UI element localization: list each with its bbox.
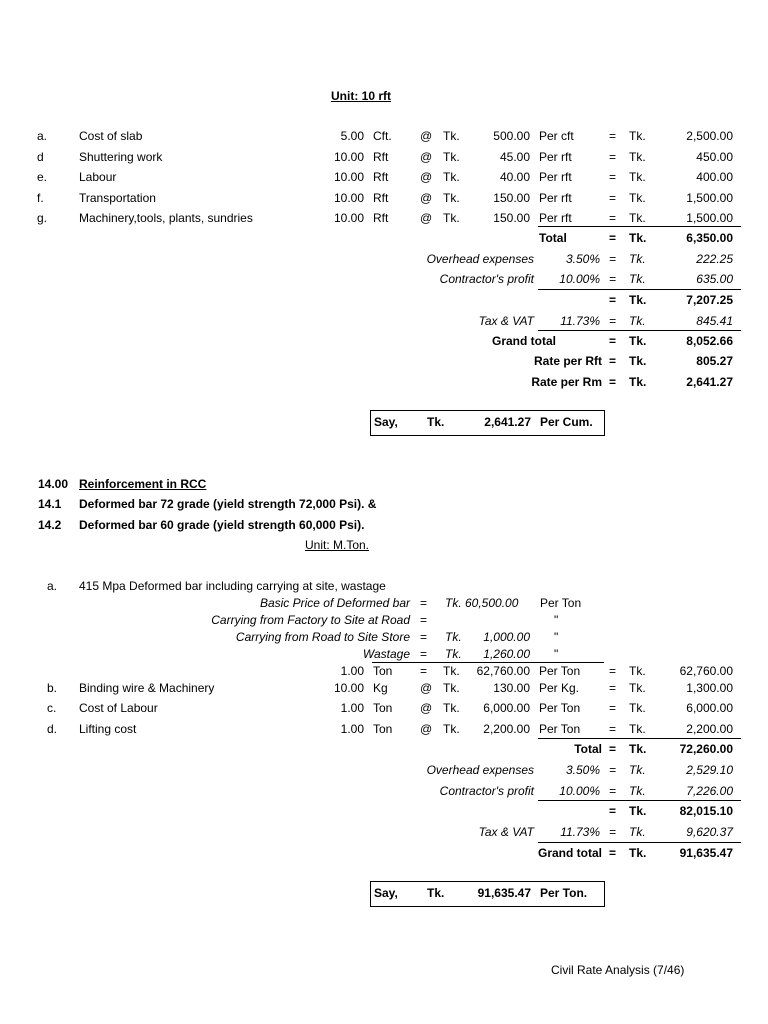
row-desc: Cost of Labour — [79, 701, 158, 715]
tax-pct: 11.73% — [560, 314, 600, 328]
grand-label: Grand total — [537, 846, 602, 860]
divider-line — [538, 800, 741, 801]
row-eq: = — [609, 150, 617, 164]
row-at: @ — [420, 191, 433, 205]
row-cur: Tk. — [443, 170, 460, 184]
row-rate: 130.00 — [493, 681, 530, 695]
row-eq: = — [609, 211, 617, 225]
row-at: @ — [420, 170, 433, 184]
say-value: 91,635.47 — [477, 886, 531, 900]
page-footer: Civil Rate Analysis (7/46) — [551, 963, 685, 977]
row-eq: = — [609, 191, 617, 205]
row-at: @ — [420, 701, 433, 715]
carry-road-eq: = — [420, 613, 428, 627]
row-per: Per rft — [539, 150, 572, 164]
row-rate: 6,000.00 — [483, 701, 530, 715]
grand-amount: 8,052.66 — [686, 334, 733, 348]
rate-rm-cur: Tk. — [629, 375, 647, 389]
carry-store-label: Carrying from Road to Site Store — [235, 630, 410, 644]
row-qty: 10.00 — [333, 681, 364, 695]
say-label: Say, — [374, 415, 398, 429]
row-cur: Tk. — [443, 722, 460, 736]
row-label: a. — [47, 579, 58, 593]
row-cur: Tk. — [443, 701, 460, 715]
row-unit: Ton — [373, 701, 393, 715]
profit-cur: Tk. — [629, 272, 646, 286]
row-label: d. — [47, 722, 58, 736]
row-desc: Transportation — [79, 191, 156, 205]
total-cur: Tk. — [629, 742, 647, 756]
row-unit: Ton — [373, 722, 393, 736]
subsection-title: Deformed bar 72 grade (yield strength 72,000 Psi). & — [79, 497, 377, 511]
row-qty: 1.00 — [340, 722, 364, 736]
subtotal-eq: = — [609, 293, 617, 307]
row-amount: 450.00 — [696, 150, 733, 164]
ditto-mark: " — [554, 613, 559, 627]
row-cur2: Tk. — [629, 701, 646, 715]
row-at: @ — [420, 211, 433, 225]
profit-amount: 635.00 — [696, 272, 733, 286]
row-qty: 10.00 — [333, 191, 364, 205]
grand-cur: Tk. — [629, 334, 647, 348]
row-rate: 62,760.00 — [476, 664, 530, 678]
subsection-title: Deformed bar 60 grade (yield strength 60,000 Psi). — [79, 518, 365, 532]
row-label: d — [37, 150, 44, 164]
section-number: 14.00 — [38, 477, 69, 491]
row-amount: 6,000.00 — [686, 701, 733, 715]
row-rate: 150.00 — [493, 191, 530, 205]
say-unit: Per Cum. — [540, 415, 593, 429]
tax-eq: = — [609, 314, 617, 328]
row-label: b. — [47, 681, 58, 695]
say-cur: Tk. — [427, 886, 445, 900]
profit-amount: 7,226.00 — [686, 784, 733, 798]
row-unit: Ton — [373, 664, 393, 678]
row-amount: 62,760.00 — [679, 664, 733, 678]
subtotal-amount: 82,015.10 — [679, 804, 733, 818]
total-eq: = — [609, 231, 617, 245]
subtotal-eq: = — [609, 804, 617, 818]
rate-rft-eq: = — [609, 354, 617, 368]
row-cur2: Tk. — [629, 150, 646, 164]
say-unit: Per Ton. — [540, 886, 588, 900]
say-value: 2,641.27 — [484, 415, 531, 429]
row-cur: Tk. — [443, 681, 460, 695]
grand-cur: Tk. — [629, 846, 647, 860]
overhead-eq: = — [609, 252, 617, 266]
row-per: Per rft — [539, 170, 572, 184]
row-qty: 5.00 — [340, 129, 364, 143]
profit-eq: = — [609, 784, 617, 798]
row-amount: 1,300.00 — [686, 681, 733, 695]
rate-rft-label: Rate per Rft — [533, 354, 602, 368]
rate-rm-eq: = — [609, 375, 617, 389]
row-cur2: Tk. — [629, 129, 646, 143]
ditto-mark: " — [554, 647, 559, 661]
section-title: Reinforcement in RCC — [79, 477, 207, 491]
row-qty: 1.00 — [340, 701, 364, 715]
grand-label: Grand total — [491, 334, 556, 348]
row-label: c. — [47, 701, 57, 715]
row-eq2: = — [609, 664, 617, 678]
total-label: Total — [539, 231, 567, 245]
total-eq: = — [609, 742, 617, 756]
divider-line — [372, 662, 604, 663]
row-label: g. — [37, 211, 48, 225]
row-rate: 500.00 — [493, 129, 530, 143]
tax-amount: 845.41 — [696, 314, 733, 328]
divider-line — [538, 226, 741, 227]
row-cur2: Tk. — [629, 722, 646, 736]
divider-line — [538, 842, 741, 843]
overhead-cur: Tk. — [629, 763, 646, 777]
row-cur2: Tk. — [629, 681, 646, 695]
unit-heading: Unit: 10 rft — [331, 89, 391, 103]
overhead-eq: = — [609, 763, 617, 777]
row-cur: Tk. — [443, 191, 460, 205]
row-per: Per Ton — [539, 701, 581, 715]
profit-cur: Tk. — [629, 784, 646, 798]
row-amount: 400.00 — [696, 170, 733, 184]
overhead-label: Overhead expenses — [426, 252, 534, 266]
row-qty: 10.00 — [333, 211, 364, 225]
say-box — [370, 410, 605, 436]
overhead-pct: 3.50% — [565, 763, 600, 777]
row-unit: Rft — [373, 211, 389, 225]
tax-amount: 9,620.37 — [686, 825, 733, 839]
profit-pct: 10.00% — [559, 784, 600, 798]
rate-rft-cur: Tk. — [629, 354, 647, 368]
row-eq: = — [609, 701, 617, 715]
row-unit: Rft — [373, 170, 389, 184]
say-cur: Tk. — [427, 415, 445, 429]
row-unit: Cft. — [373, 129, 392, 143]
profit-label: Contractor's profit — [439, 784, 534, 798]
row-cur: Tk. — [443, 664, 460, 678]
row-desc: 415 Mpa Deformed bar including carrying at site, wastage — [79, 579, 386, 593]
say-box — [370, 881, 605, 907]
row-rate: 40.00 — [499, 170, 530, 184]
subsection-number: 14.2 — [38, 518, 62, 532]
profit-pct: 10.00% — [559, 272, 600, 286]
ditto-mark: " — [554, 630, 559, 644]
row-rate: 2,200.00 — [483, 722, 530, 736]
overhead-amount: 2,529.10 — [686, 763, 733, 777]
subtotal-cur: Tk. — [629, 804, 647, 818]
grand-eq: = — [609, 846, 617, 860]
overhead-label: Overhead expenses — [426, 763, 534, 777]
carry-road-label: Carrying from Factory to Site at Road — [211, 613, 410, 627]
carry-store-eq: = — [420, 630, 428, 644]
profit-eq: = — [609, 272, 617, 286]
row-amount: 1,500.00 — [686, 211, 733, 225]
rate-rm-label: Rate per Rm — [531, 375, 602, 389]
row-cur: Tk. — [443, 211, 460, 225]
divider-line — [538, 738, 741, 739]
grand-amount: 91,635.47 — [679, 846, 733, 860]
tax-cur: Tk. — [629, 825, 646, 839]
overhead-cur: Tk. — [629, 252, 646, 266]
row-at: @ — [420, 681, 433, 695]
row-label: a. — [37, 129, 48, 143]
basic-eq: = — [420, 596, 428, 610]
say-label: Say, — [374, 886, 398, 900]
basic-price-label: Basic Price of Deformed bar — [259, 596, 410, 610]
row-cur2: Tk. — [629, 191, 646, 205]
row-label: e. — [37, 170, 48, 184]
row-desc: Machinery,tools, plants, sundries — [79, 211, 253, 225]
divider-line — [538, 289, 741, 290]
row-at: @ — [420, 129, 433, 143]
row-per: Per Ton — [539, 722, 581, 736]
row-amount: 2,200.00 — [686, 722, 733, 736]
row-eq: = — [420, 664, 428, 678]
row-eq: = — [609, 722, 617, 736]
row-eq: = — [609, 129, 617, 143]
basic-price-text: Tk. 60,500.00 — [445, 596, 519, 610]
tax-label: Tax & VAT — [478, 314, 534, 328]
rate-rm-amount: 2,641.27 — [686, 375, 733, 389]
row-desc: Shuttering work — [79, 150, 163, 164]
subtotal-cur: Tk. — [629, 293, 647, 307]
row-qty: 10.00 — [333, 170, 364, 184]
row-unit: Rft — [373, 150, 389, 164]
row-per: Per rft — [539, 191, 572, 205]
row-per: Per Ton — [539, 664, 581, 678]
row-cur: Tk. — [443, 150, 460, 164]
total-amount: 72,260.00 — [679, 742, 733, 756]
row-desc: Lifting cost — [79, 722, 137, 736]
row-per: Per rft — [539, 211, 572, 225]
row-at: @ — [420, 150, 433, 164]
tax-eq: = — [609, 825, 617, 839]
row-cur2: Tk. — [629, 170, 646, 184]
row-label: f. — [37, 191, 44, 205]
row-cur2: Tk. — [629, 211, 646, 225]
row-per: Per cft — [539, 129, 574, 143]
row-desc: Labour — [79, 170, 117, 184]
carry-store-cur: Tk. — [445, 630, 462, 644]
subsection-number: 14.1 — [38, 497, 62, 511]
grand-eq: = — [609, 334, 617, 348]
profit-label: Contractor's profit — [439, 272, 534, 286]
wastage-cur: Tk. — [445, 647, 462, 661]
overhead-amount: 222.25 — [696, 252, 733, 266]
total-amount: 6,350.00 — [686, 231, 733, 245]
divider-line — [538, 330, 741, 331]
row-desc: Binding wire & Machinery — [79, 681, 215, 695]
overhead-pct: 3.50% — [565, 252, 600, 266]
total-label: Total — [574, 742, 602, 756]
unit-heading: Unit: M.Ton. — [305, 538, 370, 552]
row-cur2: Tk. — [629, 664, 646, 678]
row-at: @ — [420, 722, 433, 736]
row-unit: Kg — [373, 681, 388, 695]
wastage-label: Wastage — [362, 647, 410, 661]
row-amount: 2,500.00 — [686, 129, 733, 143]
row-rate: 150.00 — [493, 211, 530, 225]
row-rate: 45.00 — [499, 150, 530, 164]
row-unit: Rft — [373, 191, 389, 205]
row-eq: = — [609, 170, 617, 184]
subtotal-amount: 7,207.25 — [686, 293, 733, 307]
row-eq: = — [609, 681, 617, 695]
row-qty: 1.00 — [340, 664, 364, 678]
tax-pct: 11.73% — [560, 825, 600, 839]
wastage-value: 1,260.00 — [483, 647, 530, 661]
tax-label: Tax & VAT — [478, 825, 534, 839]
row-per: Per Kg. — [539, 681, 580, 695]
total-cur: Tk. — [629, 231, 647, 245]
tax-cur: Tk. — [629, 314, 646, 328]
wastage-eq: = — [420, 647, 428, 661]
row-amount: 1,500.00 — [686, 191, 733, 205]
rate-rft-amount: 805.27 — [696, 354, 733, 368]
row-desc: Cost of slab — [79, 129, 143, 143]
row-cur: Tk. — [443, 129, 460, 143]
carry-store-value: 1,000.00 — [483, 630, 530, 644]
basic-per: Per Ton — [540, 596, 582, 610]
row-qty: 10.00 — [333, 150, 364, 164]
